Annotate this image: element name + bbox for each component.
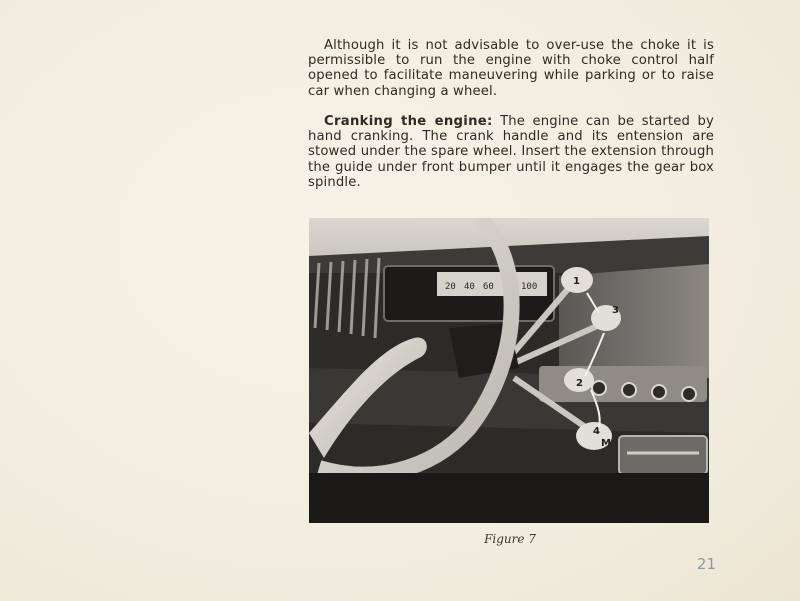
figure-caption: Figure 7 (484, 532, 536, 546)
speedo-mark: 60 (483, 282, 494, 292)
dashboard-illustration (309, 218, 709, 523)
speedo-mark: 80 (502, 282, 513, 292)
dashboard-photo (309, 218, 709, 523)
paragraph-choke: Although it is not advisable to over-use the choke it is permissible to run the engine with choke control half opened to facilitate maneuvering while parking or to raise car when changing a wheel. (308, 38, 714, 99)
floor-area (309, 473, 709, 523)
gear-marker: 2 (576, 378, 583, 389)
gear-marker: 1 (573, 276, 580, 287)
switch-row (539, 366, 707, 402)
paragraph-lead: Cranking the engine: (324, 114, 493, 129)
speedo-mark: 20 (445, 282, 456, 292)
gear-marker: M (601, 438, 611, 449)
gear-marker: 3 (612, 305, 619, 316)
radio-unit (619, 436, 707, 474)
gear-marker: 4 (593, 426, 600, 437)
paragraph-cranking (308, 114, 714, 190)
paragraph-body: The engine can be started by hand cranking. The crank handle and its entension are stowed under the spare wheel. Insert the extension through the guide under front bumper until it engages the gear box spindle. (308, 114, 714, 190)
speedo-mark: 100 (521, 282, 538, 292)
speedo-mark: 40 (464, 282, 475, 292)
page-number: 21 (696, 555, 716, 573)
